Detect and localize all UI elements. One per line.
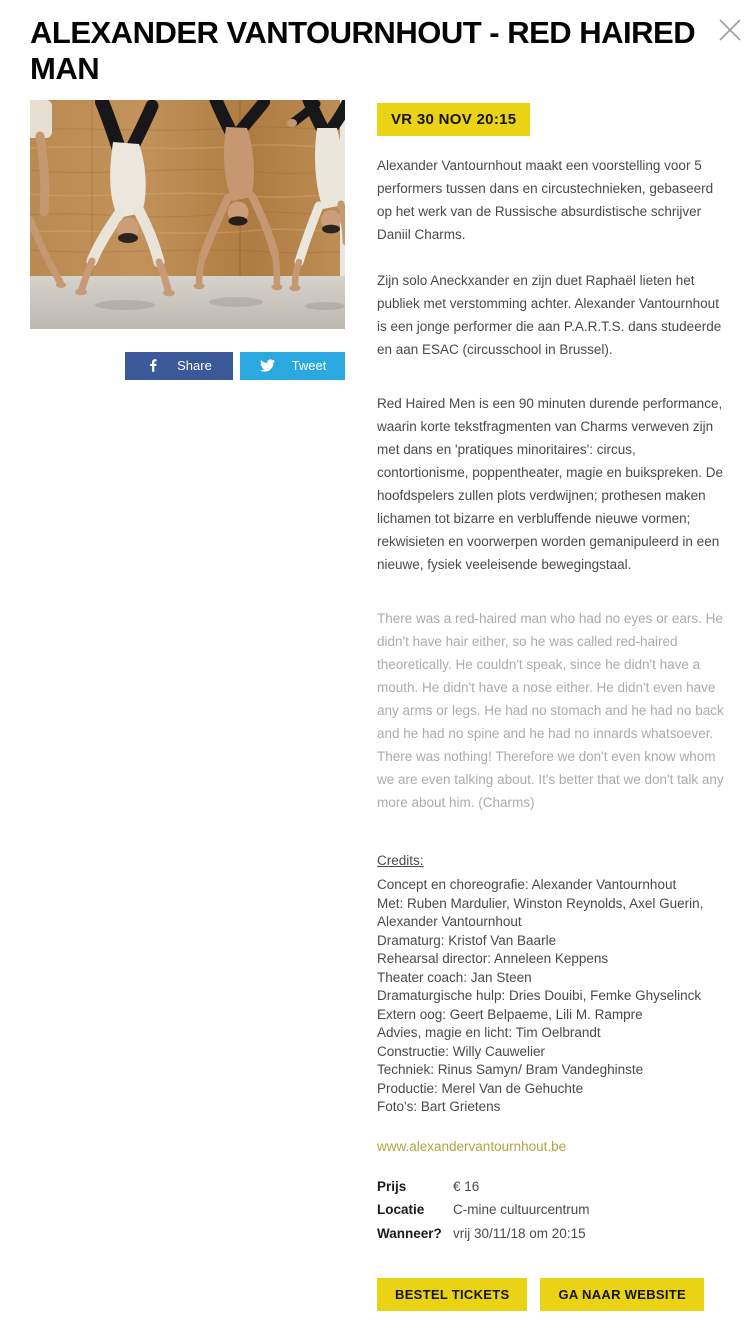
detail-row-price [377,1175,725,1199]
facebook-icon [146,358,161,373]
credits-block [377,852,725,1117]
credit-line: Concept en choreografie: Alexander Vantournhout [377,877,677,893]
credit-line: Constructie: Willy Cauwelier [377,1043,546,1059]
detail-row-when [377,1222,725,1246]
close-icon[interactable] [716,16,744,44]
order-tickets-button[interactable]: BESTEL TICKETS [377,1278,527,1311]
credit-line: Foto's: Bart Grietens [377,1099,501,1115]
twitter-icon [259,358,276,373]
media-column [30,100,345,380]
credit-line: Extern oog: Geert Belpaeme, Lili M. Rampre [377,1006,643,1022]
page-title: ALEXANDER VANTOURNHOUT - RED HAIRED MAN [30,15,696,87]
detail-value: € 16 [453,1178,480,1194]
detail-label: Locatie [377,1202,425,1218]
go-to-website-button[interactable]: GA NAAR WEBSITE [540,1278,704,1311]
credit-line: Dramaturgische hulp: Dries Douibi, Femke Ghyselinck [377,988,702,1004]
event-photo [30,100,345,329]
credit-line: Rehearsal director: Anneleen Keppens [377,951,609,967]
detail-row-location [377,1198,725,1222]
credits-heading: Credits: [377,852,424,868]
credit-line: Productie: Merel Van de Gehuchte [377,1080,584,1096]
twitter-tweet-label: Tweet [291,358,327,374]
credit-line: Techniek: Rinus Samyn/ Bram Vandeghinste [377,1062,644,1078]
twitter-tweet-button[interactable] [240,352,345,380]
description-paragraph: Alexander Vantournhout maakt een voorstelling voor 5 performers tussen dans en circustechnieken, gebaseerd op het werk van de Russische absurdistische schrijver Daniil Charms. [377,157,714,242]
date-badge-wrap [377,103,725,136]
credit-line: Met: Ruben Mardulier, Winston Reynolds, Axel Guerin, Alexander Vantournhout [377,895,704,930]
description-paragraph: Red Haired Men is een 90 minuten durende performance, waarin korte tekstfragmenten van Charms verweven zijn met dans en 'pratiques minoritaires': circus, contortionisme, poppentheater, magie en buikspreken. De hoofdspelers zullen plots verdwijnen; prothesen maken lichamen tot bizarre en verbluffende nieuwe vormen; rekwisieten en voorwerpen worden gemanipuleerd in een nieuwe, fysiek veeleisende bewegingstaal. [377,395,723,572]
description-paragraph: Zijn solo Aneckxander en zijn duet Raphaël lieten het publiek met verstomming achter. Alexander Vantournhout is een jonge performer die aan P.A.R.T.S. dans studeerde en aan ESAC (circusschool in Brussel). [377,272,722,357]
facebook-share-button[interactable] [125,352,233,380]
event-info-column [377,100,725,1327]
detail-value: C-mine cultuurcentrum [453,1202,590,1218]
facebook-share-label: Share [177,358,212,374]
artist-website-link[interactable]: www.alexandervantournhout.be [377,1138,567,1154]
detail-label: Wanneer? [377,1225,442,1241]
event-details-table [377,1175,725,1246]
credit-line: Advies, magie en licht: Tim Oelbrandt [377,1025,601,1041]
credit-line: Theater coach: Jan Steen [377,969,532,985]
detail-value: vrij 30/11/18 om 20:15 [453,1225,586,1241]
detail-label: Prijs [377,1178,407,1194]
charms-quote: There was a red-haired man who had no eyes or ears. He didn't have hair either, so he was called red-haired theoretically. He couldn't speak, since he didn't have a mouth. He didn't have a nose either. He didn't even have any arms or legs. He had no stomach and he had no back and he had no spine and he had no innards whatsoever. There was nothing! Therefore we don't even know whom we are even talking about. It's better that we don't talk any more about him. (Charms) [377,610,724,810]
credit-line: Dramaturg: Kristof Van Baarle [377,932,557,948]
social-share-row [30,352,345,380]
action-buttons-row [377,1278,725,1311]
date-badge: VR 30 NOV 20:15 [377,103,530,136]
content-columns [0,100,755,1327]
